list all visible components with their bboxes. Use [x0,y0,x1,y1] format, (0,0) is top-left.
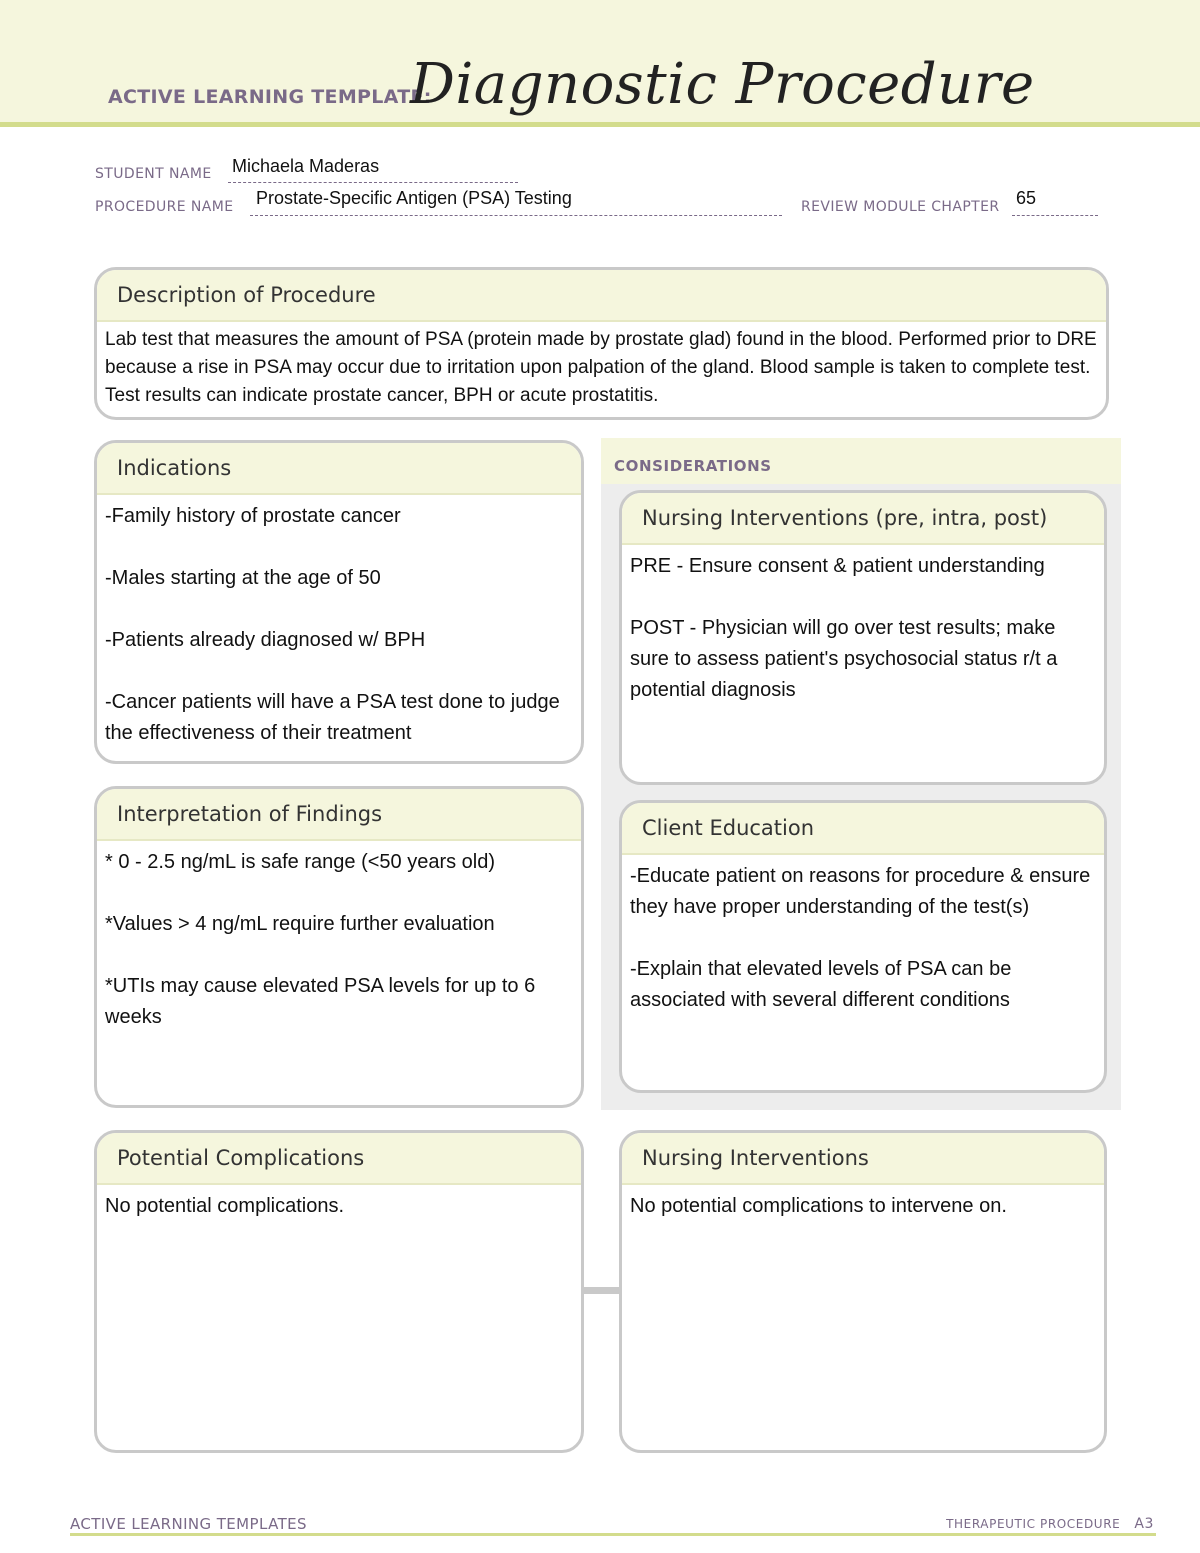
nursing-interventions-text[interactable]: No potential complications to intervene on. [630,1195,1007,1217]
client-education-text[interactable] [622,855,1104,1016]
footer-right [946,1516,1154,1532]
list-item: PRE - Ensure consent & patient understanding [630,555,1045,577]
indications-box [94,440,584,764]
nursing-interventions-box [619,1130,1107,1453]
interpretation-box [94,786,584,1108]
nursing-pre-post-box [619,490,1107,785]
client-education-box [619,800,1107,1093]
footer-page: A3 [1134,1516,1154,1532]
procedure-name-value: Prostate-Specific Antigen (PSA) Testing [256,188,572,208]
indications-heading: Indications [97,443,581,495]
list-item: *UTIs may cause elevated PSA levels for up to 6 weeks [105,975,536,1028]
list-item: -Explain that elevated levels of PSA can be associated with several different conditions [630,958,1012,1011]
footer-rule [70,1533,1156,1536]
list-item: -Males starting at the age of 50 [105,567,381,589]
list-item: POST - Physician will go over test results; make sure to assess patient's psychosocial status r/t a potential diagnosis [630,617,1058,701]
list-item: -Family history of prostate cancer [105,505,401,527]
nursing-interventions-heading: Nursing Interventions [622,1133,1104,1185]
review-module-label: REVIEW MODULE CHAPTER [801,199,1000,215]
procedure-name-label: PROCEDURE NAME [95,199,234,215]
complications-heading: Potential Complications [97,1133,581,1185]
student-name-value: Michaela Maderas [232,156,380,176]
page-title: Diagnostic Procedure [410,52,1035,117]
list-item: * 0 - 2.5 ng/mL is safe range (<50 years old) [105,851,496,873]
nursing-pre-post-text[interactable] [622,545,1104,706]
description-box [94,267,1109,420]
footer-left: ACTIVE LEARNING TEMPLATES [70,1515,307,1533]
indications-text[interactable] [97,495,581,749]
considerations-label: CONSIDERATIONS [614,457,772,475]
student-name-label: STUDENT NAME [95,166,212,182]
template-label: ACTIVE LEARNING TEMPLATE: [108,86,432,108]
client-education-heading: Client Education [622,803,1104,855]
connector-bar [583,1287,621,1294]
description-text[interactable]: Lab test that measures the amount of PSA (protein made by prostate glad) found in the blood. Performed prior to DRE because a rise in PSA may occur due to irritation upon palpation of the gland. Blood sample is taken to complete test. Test results can indicate prostate cancer, BPH or acute prostatitis. [105,329,1097,406]
list-item: *Values > 4 ng/mL require further evaluation [105,913,495,935]
complications-box [94,1130,584,1453]
list-item: -Patients already diagnosed w/ BPH [105,629,426,651]
description-heading: Description of Procedure [97,270,1106,322]
list-item: -Cancer patients will have a PSA test done to judge the effectiveness of their treatment [105,691,560,744]
interpretation-heading: Interpretation of Findings [97,789,581,841]
complications-text[interactable]: No potential complications. [105,1195,345,1217]
review-module-value: 65 [1016,188,1037,208]
list-item: -Educate patient on reasons for procedure & ensure they have proper understanding of the test(s) [630,865,1091,918]
footer-section: THERAPEUTIC PROCEDURE [946,1517,1121,1531]
interpretation-text[interactable] [97,841,581,1033]
nursing-pre-post-heading: Nursing Interventions (pre, intra, post) [622,493,1104,545]
